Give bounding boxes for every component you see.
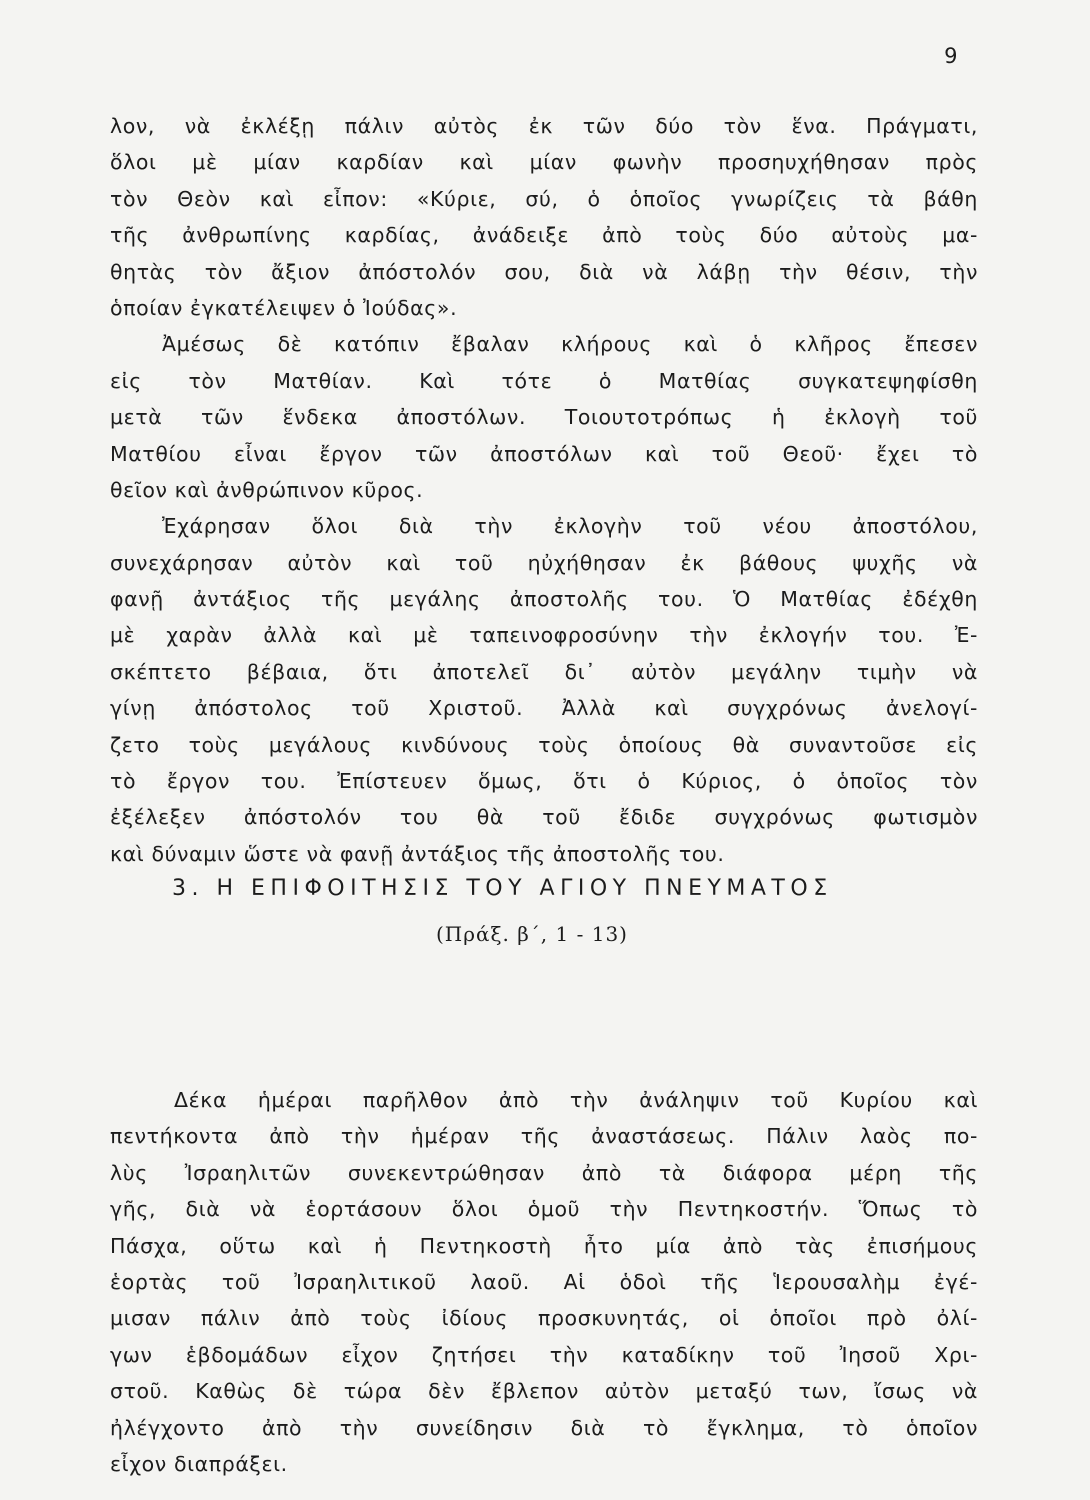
page-number: 9	[944, 44, 958, 68]
body-text-bottom	[110, 1082, 978, 1482]
text-line: γων ἑβδομάδων εἶχον ζητήσει τὴν καταδίκην τοῦ Ἰησοῦ Χρι-	[110, 1342, 978, 1367]
text-line: Ἐχάρησαν ὅλοι διὰ τὴν ἐκλογὴν τοῦ νέου ἀποστόλου,	[162, 514, 978, 539]
text-line: ἑορτὰς τοῦ Ἰσραηλιτικοῦ λαοῦ. Αἱ ὁδοὶ τῆς Ἱερουσαλὴμ ἐγέ-	[110, 1269, 978, 1294]
text-line: σκέπτετο βέβαια, ὅτι ἀποτελεῖ δι᾽ αὐτὸν μεγάλην τιμὴν νὰ	[110, 659, 978, 684]
text-line: τὸ ἔργον του. Ἐπίστευεν ὅμως, ὅτι ὁ Κύριος, ὁ ὁποῖος τὸν	[110, 769, 978, 794]
text-line: πεντήκοντα ἀπὸ τὴν ἡμέραν τῆς ἀναστάσεως. Πάλιν λαὸς πο-	[110, 1124, 978, 1149]
text-line: λὺς Ἰσραηλιτῶν συνεκεντρώθησαν ἀπὸ τὰ διάφορα μέρη τῆς	[110, 1160, 978, 1185]
text-line: μὲ χαρὰν ἀλλὰ καὶ μὲ ταπεινοφροσύνην τὴν ἐκλογήν του. Ἐ-	[110, 623, 978, 648]
text-line: τὸν Θεὸν καὶ εἶπον: «Κύριε, σύ, ὁ ὁποῖος γνωρίζεις τὰ βάθη	[110, 186, 978, 211]
text-line: ἐξέλεξεν ἀπόστολόν του θὰ τοῦ ἔδιδε συγχρόνως φωτισμὸν	[110, 805, 978, 830]
text-line: μισαν πάλιν ἀπὸ τοὺς ἰδίους προσκυνητάς, οἱ ὁποῖοι πρὸ ὀλί-	[110, 1306, 978, 1331]
text-line: Πάσχα, οὕτω καὶ ἡ Πεντηκοστὴ ἦτο μία ἀπὸ τὰς ἐπισήμους	[110, 1233, 978, 1258]
text-line: στοῦ. Καθὼς δὲ τώρα δὲν ἔβλεπον αὐτὸν μεταξύ των, ἴσως νὰ	[110, 1379, 978, 1404]
text-line: καὶ δύναμιν ὥστε νὰ φανῇ ἀντάξιος τῆς ἀποστολῆς του.	[110, 841, 725, 866]
text-line: λον, νὰ ἐκλέξῃ πάλιν αὐτὸς ἐκ τῶν δύο τὸν ἕνα. Πράγματι,	[110, 114, 978, 138]
text-line: Δέκα ἡμέραι παρῆλθον ἀπὸ τὴν ἀνάληψιν τοῦ Κυρίου καὶ	[174, 1088, 978, 1112]
text-line: γίνῃ ἀπόστολος τοῦ Χριστοῦ. Ἀλλὰ καὶ συγχρόνως ἀνελογί-	[110, 696, 978, 721]
text-line: θεῖον καὶ ἀνθρώπινον κῦρος.	[110, 477, 424, 502]
section-reference: (Πράξ. β΄, 1 - 13)	[436, 922, 628, 946]
text-line: τῆς ἀνθρωπίνης καρδίας, ἀνάδειξε ἀπὸ τοὺς δύο αὐτοὺς μα-	[110, 223, 978, 248]
text-line: ἠλέγχοντο ἀπὸ τὴν συνείδησιν διὰ τὸ ἔγκλημα, τὸ ὁποῖον	[110, 1415, 978, 1440]
section-heading: 3. Η ΕΠΙΦΟΙΤΗΣΙΣ ΤΟΥ ΑΓΙΟΥ ΠΝΕΥΜΑΤΟΣ	[172, 876, 833, 901]
text-line: Ματθίου εἶναι ἔργον τῶν ἀποστόλων καὶ τοῦ Θεοῦ· ἔχει τὸ	[110, 441, 978, 466]
text-line: φανῇ ἀντάξιος τῆς μεγάλης ἀποστολῆς του. Ὁ Ματθίας ἐδέχθη	[110, 587, 978, 612]
body-text-top	[110, 108, 978, 872]
text-line: μετὰ τῶν ἕνδεκα ἀποστόλων. Τοιουτοτρόπως ἡ ἐκλογὴ τοῦ	[110, 405, 978, 430]
text-line: ὁποίαν ἐγκατέλειψεν ὁ Ἰούδας».	[110, 295, 458, 320]
text-line: ὅλοι μὲ μίαν καρδίαν καὶ μίαν φωνὴν προσηυχήθησαν πρὸς	[110, 150, 978, 175]
text-line: συνεχάρησαν αὐτὸν καὶ τοῦ ηὐχήθησαν ἐκ βάθους ψυχῆς νὰ	[110, 550, 978, 575]
text-line: Ἀμέσως δὲ κατόπιν ἔβαλαν κλήρους καὶ ὁ κλῆρος ἔπεσεν	[162, 332, 978, 357]
text-line: εἰς τὸν Ματθίαν. Καὶ τότε ὁ Ματθίας συγκατεψηφίσθη	[110, 368, 978, 393]
text-line: ζετο τοὺς μεγάλους κινδύνους τοὺς ὁποίους θὰ συναντοῦσε εἰς	[110, 732, 978, 757]
text-line: γῆς, διὰ νὰ ἑορτάσουν ὅλοι ὁμοῦ τὴν Πεντηκοστήν. Ὅπως τὸ	[110, 1197, 978, 1222]
text-line: θητὰς τὸν ἄξιον ἀπόστολόν σου, διὰ νὰ λάβῃ τὴν θέσιν, τὴν	[110, 259, 978, 284]
text-line: εἶχον διαπράξει.	[110, 1451, 288, 1476]
